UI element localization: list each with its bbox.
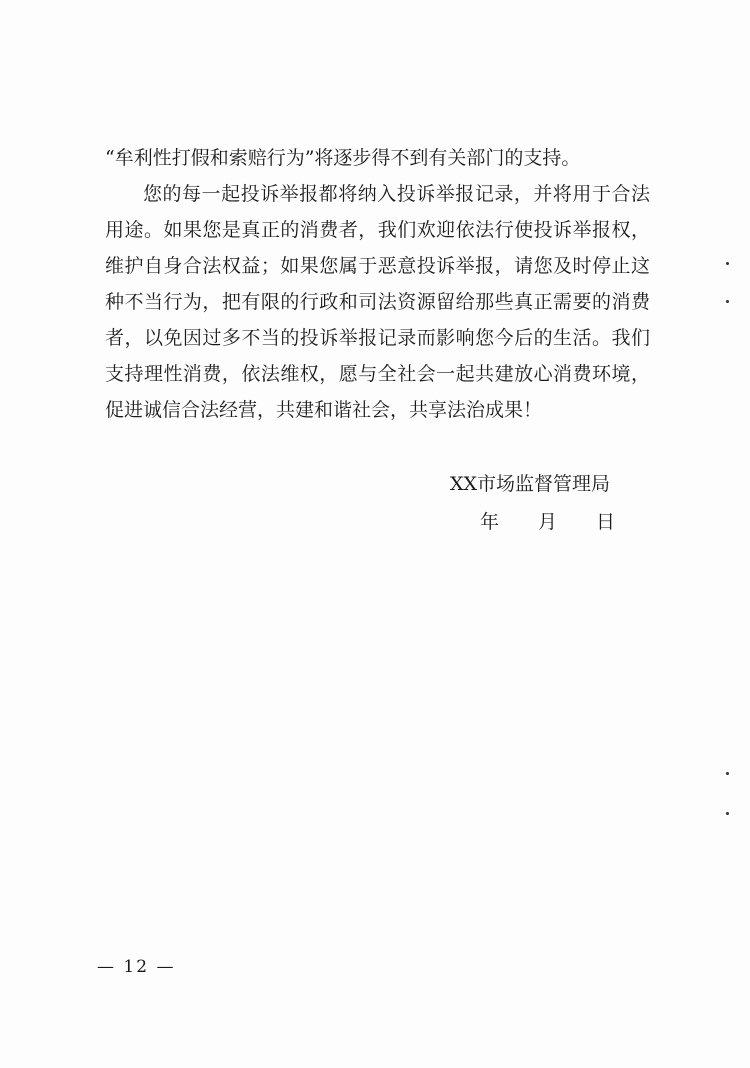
scan-speck [726, 262, 729, 265]
paragraph-line-7: 支持理性消费，依法维权，愿与全社会一起共建放心消费环境， [105, 363, 650, 385]
signature-month-label: 月 [538, 511, 558, 533]
scan-speck [726, 772, 729, 775]
scan-speck [726, 812, 729, 815]
signature-organization: XX市场监督管理局 [450, 473, 611, 495]
paragraph-line-8: 促进诚信合法经营，共建和谐社会，共享法治成果！ [105, 399, 543, 421]
paragraph-line-4: 维护自身合法权益；如果您属于恶意投诉举报，请您及时停止这 [105, 255, 650, 277]
paragraph-line-3: 用途。如果您是真正的消费者，我们欢迎依法行使投诉举报权， [105, 219, 650, 241]
scan-speck [726, 300, 729, 303]
paragraph-line-2: 您的每一起投诉举报都将纳入投诉举报记录，并将用于合法 [143, 183, 650, 205]
paragraph-line-5: 种不当行为，把有限的行政和司法资源留给那些真正需要的消费 [105, 291, 650, 313]
paragraph-line-6: 者，以免因过多不当的投诉举报记录而影响您今后的生活。我们 [105, 327, 650, 349]
signature-year-label: 年 [480, 511, 500, 533]
signature-day-label: 日 [596, 511, 616, 533]
paragraph-line-1: “牟利性打假和索赔行为”将逐步得不到有关部门的支持。 [105, 147, 581, 169]
page-number: — 12 — [97, 957, 176, 977]
